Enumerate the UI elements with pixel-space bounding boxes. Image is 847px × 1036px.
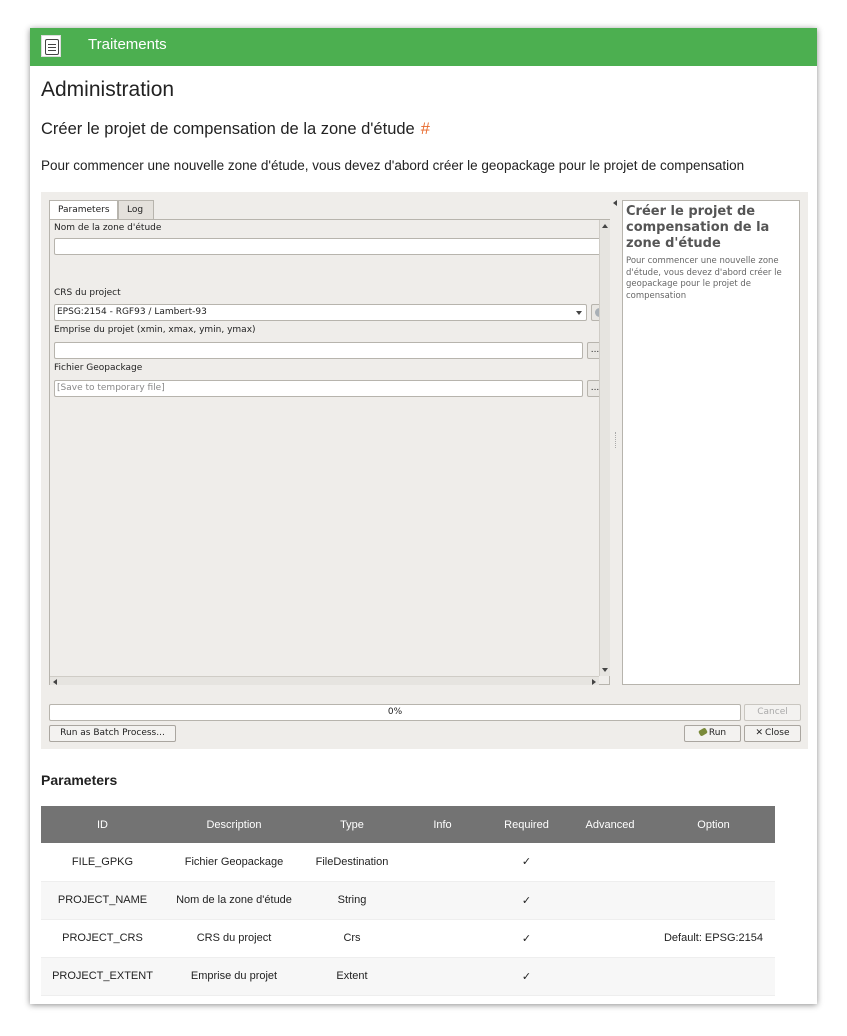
cell-description: Nom de la zone d'étude	[164, 881, 304, 919]
tab-log[interactable]: Log	[118, 200, 154, 219]
extent-input[interactable]	[54, 342, 583, 359]
cell-option	[652, 843, 775, 881]
column-header-option: Option	[652, 806, 775, 843]
cell-advanced	[568, 881, 652, 919]
table-row	[41, 881, 775, 919]
page-card	[30, 28, 817, 1004]
column-header-id: ID	[41, 806, 164, 843]
cell-id: PROJECT_NAME	[41, 881, 164, 919]
anchor-link[interactable]: #	[420, 120, 430, 138]
topbar-title[interactable]: Traitements	[88, 36, 167, 53]
cell-description: Emprise du projet	[164, 957, 304, 995]
progress-bar: 0%	[49, 704, 741, 721]
table-header-row	[41, 806, 775, 843]
parameters-panel	[49, 219, 610, 685]
cell-type: String	[304, 881, 400, 919]
cell-option	[652, 881, 775, 919]
section-title-text: Créer le projet de compensation de la zone d'étude	[41, 120, 415, 138]
intro-text: Pour commencer une nouvelle zone d'étude, vous devez d'abord créer le geopackage pour le projet de compensation	[41, 158, 745, 173]
tab-parameters[interactable]: Parameters	[49, 200, 118, 220]
cell-info	[400, 881, 485, 919]
gpkg-browse-button[interactable]: ...	[587, 380, 603, 397]
run-icon	[698, 727, 708, 736]
column-header-type: Type	[304, 806, 400, 843]
cell-description: CRS du project	[164, 919, 304, 957]
close-button[interactable]	[744, 725, 801, 742]
gpkg-label: Fichier Geopackage	[54, 363, 143, 373]
run-button[interactable]	[684, 725, 741, 742]
column-header-required: Required	[485, 806, 568, 843]
cell-option	[652, 957, 775, 995]
table-row	[41, 843, 775, 881]
gpkg-input[interactable]: [Save to temporary file]	[54, 380, 583, 397]
top-bar	[30, 28, 817, 66]
cell-info	[400, 843, 485, 881]
collapse-arrow-icon[interactable]	[613, 200, 617, 206]
cell-required: ✓	[485, 919, 568, 957]
cell-info	[400, 957, 485, 995]
help-text: Pour commencer une nouvelle zone d'étude, vous devez d'abord créer le geopackage pour le projet de compensation	[626, 256, 782, 301]
crs-select[interactable]	[54, 304, 587, 321]
batch-process-button[interactable]: Run as Batch Process...	[49, 725, 176, 742]
name-input[interactable]	[54, 238, 607, 255]
section-title	[41, 120, 430, 139]
crs-label: CRS du project	[54, 288, 121, 298]
cell-type: FileDestination	[304, 843, 400, 881]
help-panel	[622, 200, 800, 685]
cell-required: ✓	[485, 843, 568, 881]
cell-advanced	[568, 919, 652, 957]
cell-required: ✓	[485, 881, 568, 919]
parameters-table	[41, 806, 775, 996]
algorithm-dialog-screenshot	[41, 192, 808, 749]
cell-id: PROJECT_EXTENT	[41, 957, 164, 995]
cell-advanced	[568, 843, 652, 881]
vertical-scrollbar[interactable]	[599, 220, 610, 676]
page-title: Administration	[41, 78, 175, 101]
cell-advanced	[568, 957, 652, 995]
parameters-heading: Parameters	[41, 772, 118, 788]
column-header-description: Description	[164, 806, 304, 843]
table-row	[41, 957, 775, 995]
column-header-info: Info	[400, 806, 485, 843]
cell-type: Extent	[304, 957, 400, 995]
cell-type: Crs	[304, 919, 400, 957]
extent-label: Emprise du projet (xmin, xmax, ymin, ymax)	[54, 325, 256, 335]
cell-id: PROJECT_CRS	[41, 919, 164, 957]
extent-browse-button[interactable]: ...	[587, 342, 603, 359]
close-icon: ✕	[755, 728, 763, 738]
cell-id: FILE_GPKG	[41, 843, 164, 881]
logo-icon[interactable]	[41, 35, 61, 57]
cell-description: Fichier Geopackage	[164, 843, 304, 881]
crs-value: EPSG:2154 - RGF93 / Lambert-93	[57, 307, 207, 317]
cell-required: ✓	[485, 957, 568, 995]
name-label: Nom de la zone d'étude	[54, 223, 162, 233]
cancel-button[interactable]: Cancel	[744, 704, 801, 721]
cell-info	[400, 919, 485, 957]
column-header-advanced: Advanced	[568, 806, 652, 843]
run-label: Run	[708, 728, 727, 738]
table-row	[41, 919, 775, 957]
help-title: Créer le projet de compensation de la zone d'étude	[626, 204, 770, 251]
panel-splitter[interactable]	[615, 432, 617, 448]
horizontal-scrollbar[interactable]	[50, 676, 599, 685]
cell-option: Default: EPSG:2154	[652, 919, 775, 957]
chevron-down-icon	[576, 311, 582, 315]
close-label: Close	[765, 728, 790, 738]
